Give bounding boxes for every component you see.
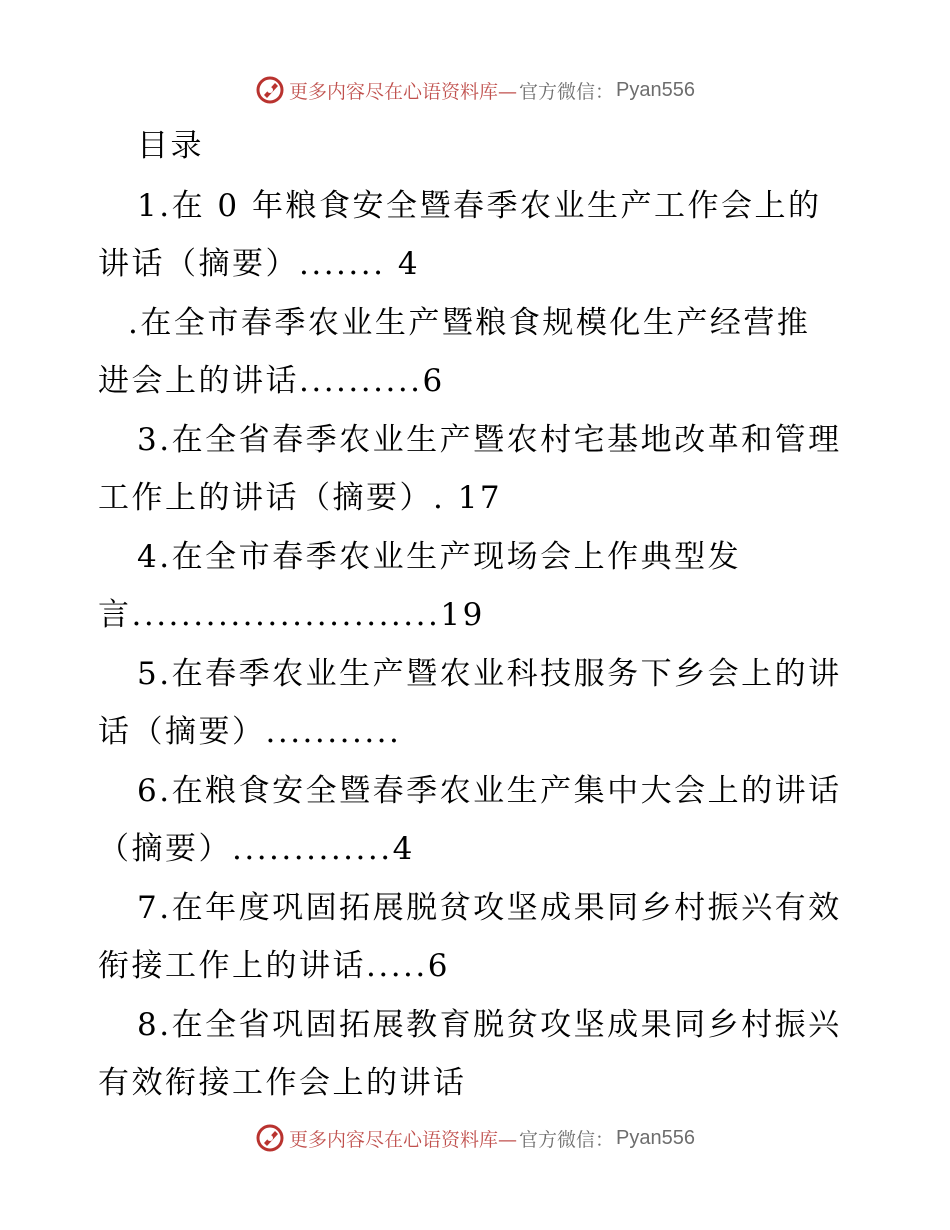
toc-title: 目录: [137, 128, 204, 164]
toc-line: （摘要）.............4: [98, 831, 415, 867]
toc-line: 工作上的讲话（摘要）. 17: [98, 480, 503, 516]
watermark-wechat-label: 官方微信：: [519, 1128, 615, 1151]
toc-line: 讲话（摘要）....... 4: [98, 246, 421, 282]
toc-line: 3.在全省春季农业生产暨农村宅基地改革和管理: [137, 422, 842, 458]
toc-line: 衔接工作上的讲话.....6: [98, 948, 450, 984]
watermark-text: 更多内容尽在心语资料库—: [289, 1128, 518, 1151]
toc-line: 4.在全市春季农业生产现场会上作典型发: [137, 539, 742, 575]
watermark-wechat-id: Pyan556: [616, 1126, 695, 1149]
logo-icon: [255, 1123, 285, 1153]
toc-line: 话（摘要）...........: [98, 714, 402, 750]
toc-line: 5.在春季农业生产暨农业科技服务下乡会上的讲: [137, 656, 842, 692]
toc-line: 有效衔接工作会上的讲话: [98, 1065, 467, 1101]
toc-line: .在全市春季农业生产暨粮食规模化生产经营推: [128, 305, 811, 341]
watermark-wechat-label: 官方微信：: [519, 80, 615, 103]
toc-line: 进会上的讲话..........6: [98, 363, 445, 399]
toc-line: 8.在全省巩固拓展教育脱贫攻坚成果同乡村振兴: [137, 1007, 842, 1043]
toc-line: 言.........................19: [98, 597, 485, 633]
watermark-text: 更多内容尽在心语资料库—: [289, 80, 518, 103]
footer-watermark: [0, 1118, 950, 1158]
watermark-wechat-id: Pyan556: [616, 78, 695, 101]
logo-icon: [255, 75, 285, 105]
toc-line: 7.在年度巩固拓展脱贫攻坚成果同乡村振兴有效: [137, 890, 842, 926]
header-watermark: [0, 70, 950, 110]
toc-line: 1.在 0 年粮食安全暨春季农业生产工作会上的: [137, 188, 822, 224]
toc-line: 6.在粮食安全暨春季农业生产集中大会上的讲话: [137, 773, 842, 809]
